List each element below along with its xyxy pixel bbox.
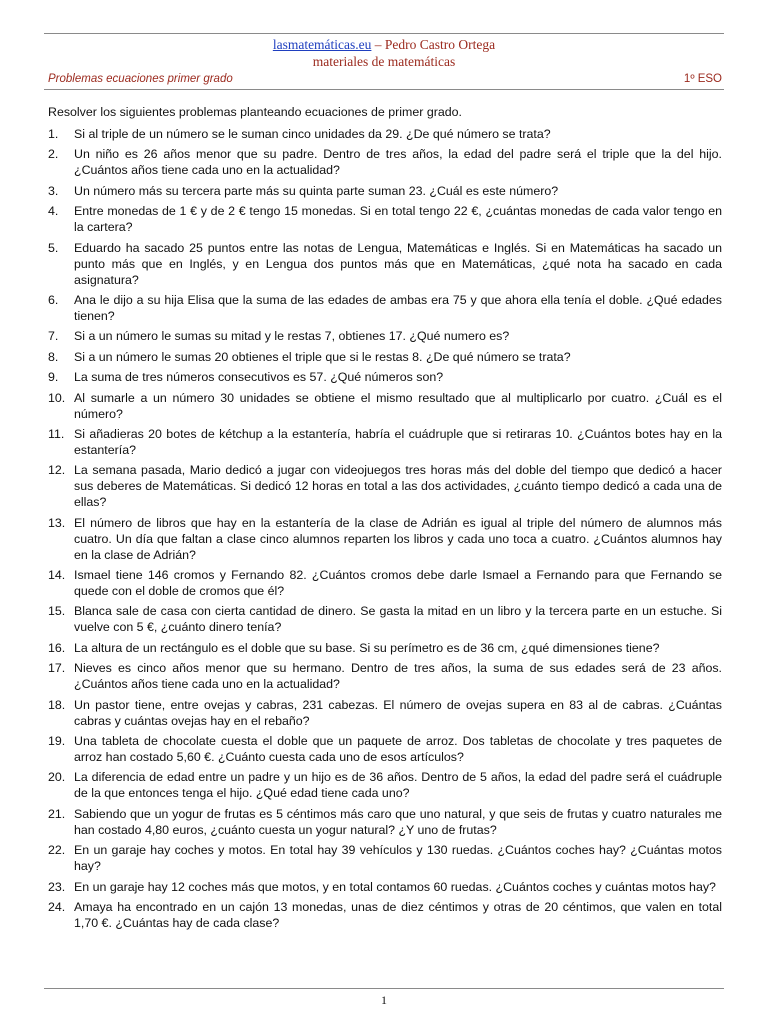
problem-text: Si a un número le sumas su mitad y le restas 7, obtienes 17. ¿Qué numero es?	[74, 329, 510, 344]
problem-text: El número de libros que hay en la estantería de la clase de Adrián es igual al triple del número de alumnos más cuatro. Un día que faltan a clase cinco alumnos reparten los libros y cada uno toca a cuatro. ¿Cuántos alumnos hay en la clase de Adrián?	[74, 515, 722, 562]
author-name: Pedro Castro Ortega	[384, 37, 496, 52]
problem-item	[48, 640, 722, 656]
course-level: 1º ESO	[683, 73, 722, 85]
problem-item	[48, 369, 722, 385]
problem-number: 9.	[48, 370, 59, 385]
problem-number: 14.	[48, 568, 66, 583]
problem-item	[48, 126, 722, 142]
problem-item	[48, 806, 722, 838]
document-body	[48, 104, 722, 935]
site-link[interactable]: lasmatemáticas.eu	[272, 37, 372, 52]
problem-number: 13.	[48, 515, 66, 530]
problem-item	[48, 203, 722, 235]
problem-item	[48, 240, 722, 288]
problem-item	[48, 769, 722, 801]
problem-number: 21.	[48, 806, 66, 821]
problem-number: 5.	[48, 240, 59, 255]
problem-text: Ana le dijo a su hija Elisa que la suma de las edades de ambas era 75 y que ahora ella tenía el doble. ¿Qué edades tienen?	[74, 292, 722, 323]
document-subheader	[44, 72, 724, 90]
problem-text: Un niño es 26 años menor que su padre. Dentro de tres años, la edad del padre será el triple que la del hijo. ¿Cuántos años tiene cada uno en la actualidad?	[74, 147, 722, 178]
problem-number: 12.	[48, 463, 66, 478]
problem-number: 19.	[48, 734, 66, 749]
footer-rule	[44, 988, 724, 989]
problem-item	[48, 390, 722, 422]
problem-item	[48, 349, 722, 365]
problem-list	[48, 126, 722, 931]
problem-text: Si al triple de un número se le suman cinco unidades da 29. ¿De qué número se trata?	[74, 127, 551, 141]
problem-text: Un pastor tiene, entre ovejas y cabras, 231 cabezas. El número de ovejas supera en 83 al de cabras. ¿Cuántas cabras y cuántas ovejas hay en el rebaño?	[74, 697, 722, 728]
problem-number: 6.	[48, 292, 59, 307]
instructions: Resolver los siguientes problemas planteando ecuaciones de primer grado.	[48, 105, 462, 119]
problem-text: Al sumarle a un número 30 unidades se obtiene el mismo resultado que al multiplicarlo por cuatro. ¿Cuál es el número?	[74, 390, 722, 421]
problem-number: 23.	[48, 879, 66, 894]
document-header	[0, 36, 768, 70]
problem-text: Amaya ha encontrado en un cajón 13 monedas, unas de diez céntimos y otras de 20 céntimos, que valen en total 1,70 €. ¿Cuántas hay de cada clase?	[74, 899, 722, 930]
problem-text: La diferencia de edad entre un padre y un hijo es de 36 años. Dentro de 5 años, la edad del padre será el cuádruple de la que entonces tenga el hijo. ¿Qué edad tiene cada uno?	[74, 770, 722, 801]
problem-item	[48, 515, 722, 563]
problem-number: 8.	[48, 349, 59, 364]
problem-item	[48, 328, 722, 344]
problem-number: 11.	[48, 426, 65, 441]
problem-item	[48, 733, 722, 765]
problem-item	[48, 426, 722, 458]
problem-number: 3.	[48, 183, 59, 198]
problem-text: La suma de tres números consecutivos es 57. ¿Qué números son?	[74, 370, 444, 385]
problem-number: 20.	[48, 770, 66, 785]
problem-number: 10.	[48, 390, 66, 405]
problem-number: 22.	[48, 843, 66, 858]
problem-item	[48, 603, 722, 635]
problem-number: 7.	[48, 329, 59, 344]
problem-number: 16.	[48, 640, 66, 655]
problem-item	[48, 660, 722, 692]
problem-item	[48, 146, 722, 178]
problem-text: En un garaje hay 12 coches más que motos, y en total contamos 60 ruedas. ¿Cuántos coches y cuántas motos hay?	[74, 879, 716, 894]
problem-number: 2.	[48, 147, 59, 162]
problem-item	[48, 697, 722, 729]
problem-item	[48, 842, 722, 874]
problem-text: Si a un número le sumas 20 obtienes el triple que si le restas 8. ¿De qué número se trata?	[74, 349, 571, 364]
problem-item	[48, 462, 722, 510]
problem-text: La semana pasada, Mario dedicó a jugar con videojuegos tres horas más del doble del tiempo que dedicó a hacer sus deberes de Matemáticas. Si dedicó 12 horas en total a las dos actividades, ¿cuánto tiempo dedicó a cada una de ellas?	[74, 463, 722, 510]
page-number: 1	[381, 993, 387, 1007]
problem-text: Blanca sale de casa con cierta cantidad de dinero. Se gasta la mitad en un libro y la tercera parte en un estuche. Si vuelve con 5 €, ¿cuánto dinero tenía?	[74, 604, 722, 635]
problem-item	[48, 899, 722, 931]
problem-text: Un número más su tercera parte más su quinta parte suman 23. ¿Cuál es este número?	[74, 183, 559, 198]
problem-item	[48, 879, 722, 895]
problem-item	[48, 567, 722, 599]
problem-number: 24.	[48, 899, 66, 914]
header-top-rule	[44, 33, 724, 34]
problem-number: 17.	[48, 661, 66, 676]
problem-text: Sabiendo que un yogur de frutas es 5 céntimos más caro que uno natural, y que seis de frutas y cuatro naturales me han costado 4,80 euros, ¿cuánto cuesta un yogur natural? ¿Y uno de frutas?	[74, 806, 722, 837]
problem-text: Ismael tiene 146 cromos y Fernando 82. ¿Cuántos cromos debe darle Ismael a Fernando para que Fernando se quede con el doble de cromos que él?	[74, 568, 722, 599]
problem-text: En un garaje hay coches y motos. En total hay 39 vehículos y 130 ruedas. ¿Cuántos coches hay? ¿Cuántas motos hay?	[74, 843, 722, 874]
problem-number: 4.	[48, 204, 59, 219]
problem-number: 15.	[48, 604, 66, 619]
problem-number: 18.	[48, 697, 66, 712]
header-subtitle: materiales de matemáticas	[312, 54, 456, 69]
problem-item	[48, 183, 722, 199]
header-line-1	[0, 36, 768, 53]
problem-text: Entre monedas de 1 € y de 2 € tengo 15 monedas. Si en total tengo 22 €, ¿cuántas monedas de cada valor tengo en la cartera?	[74, 204, 722, 235]
problem-item	[48, 292, 722, 324]
problem-text: Si añadieras 20 botes de kétchup a la estantería, habría el cuádruple que si retiraras 10. ¿Cuántos botes hay en la estantería?	[74, 426, 722, 457]
problem-text: Eduardo ha sacado 25 puntos entre las notas de Lengua, Matemáticas e Inglés. Si en Matemáticas ha sacado un punto más que en Inglés, y en Lengua dos puntos más que en Matemáticas, ¿qué nota ha sacado en cada asignatura?	[74, 240, 722, 287]
problem-number: 1.	[48, 127, 59, 141]
problem-text: La altura de un rectángulo es el doble que su base. Si su perímetro es de 36 cm, ¿qué dimensiones tiene?	[74, 640, 660, 655]
header-separator: –	[371, 37, 385, 52]
document-topic: Problemas ecuaciones primer grado	[48, 73, 233, 85]
problem-text: Nieves es cinco años menor que su hermano. Dentro de tres años, la suma de sus edades será de 23 años. ¿Cuántos años tiene cada uno en la actualidad?	[74, 661, 722, 692]
problem-text: Una tableta de chocolate cuesta el doble que un paquete de arroz. Dos tabletas de chocolate y tres paquetes de arroz han costado 5,60 €. ¿Cuánto cuesta cada uno de esos artículos?	[74, 734, 722, 765]
